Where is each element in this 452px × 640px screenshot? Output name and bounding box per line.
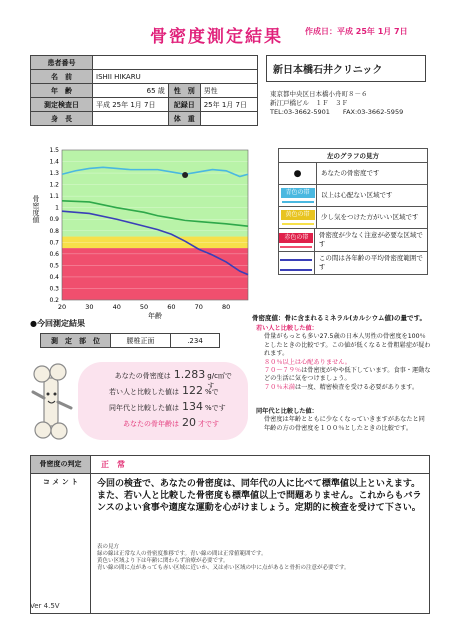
age-note-head: 同年代と比較した値： <box>256 408 318 415</box>
legend-title: 左のグラフの見方 <box>279 149 427 163</box>
name-value: ISHII HIKARU <box>93 70 258 84</box>
age-compare-label: 同年代と比較した値は <box>109 404 179 412</box>
y-tick-label: 0.7 <box>49 239 59 247</box>
legend-key <box>279 163 317 184</box>
legend-row <box>279 163 427 185</box>
x-tick-label: 70 <box>194 303 203 311</box>
x-tick-label: 80 <box>221 303 231 311</box>
bone-age-label: あなたの骨年齢は <box>123 420 179 428</box>
bmd-value: 1.283 <box>173 368 206 381</box>
legend-swatch: 赤色の帯 <box>279 233 313 243</box>
table-legend-line: 緑の線は正常な人の骨密度推移です。青い線の間は正常値範囲です。 <box>97 551 267 557</box>
test-date-value: 平成 25年 1月 7日 <box>93 98 169 112</box>
test-date-label: 測定検査日 <box>31 98 93 112</box>
chart-band <box>62 248 248 300</box>
bone-age-value: 20 <box>182 416 196 429</box>
judgement-label: 骨密度の判定 <box>31 456 91 474</box>
young-unit: %で <box>205 388 219 396</box>
height-value <box>93 112 169 126</box>
site-label: 測 定 部 位 <box>41 334 111 348</box>
bmd-chart <box>30 140 255 320</box>
patient-no-label: 患者番号 <box>31 56 93 70</box>
legend-line <box>282 201 314 203</box>
young-note <box>256 325 431 392</box>
table-legend-title: 表の見方 <box>97 544 120 550</box>
record-date-value: 25年 1月 7日 <box>200 98 257 112</box>
clinic-address-line1: 東京都中央区日本橋小舟町８－６ <box>270 90 368 98</box>
y-tick-label: 1.5 <box>49 147 59 154</box>
version-label: Ver 4.5V <box>30 602 60 610</box>
legend-line <box>280 246 312 248</box>
judgement-table <box>30 455 430 614</box>
young-note-body: 骨量がもっとも多い27.5歳の日本人男性の骨密度を100％としたときの比較です。この値が低くなると骨粗鬆症が疑われます。 <box>264 333 431 358</box>
y-tick-label: 0.6 <box>49 250 59 258</box>
x-tick-label: 30 <box>85 303 94 311</box>
young-note-70b: は骨密度がやや低下しています。食事・運動などの生活に気をつけましょう。 <box>264 367 431 383</box>
y-tick-label: 0.3 <box>49 285 59 293</box>
sex-label: 性 別 <box>168 84 200 98</box>
legend-key <box>279 252 315 274</box>
young-value: 122 <box>182 384 203 397</box>
sex-value: 男性 <box>200 84 257 98</box>
y-tick-label: 0.5 <box>49 262 59 270</box>
y-tick-label: 1.2 <box>49 181 59 189</box>
clinic-tel: TEL:03-3662-5901 FAX:03-3662-5959 <box>270 108 404 116</box>
young-note-70: ７０～７９％ <box>264 367 302 375</box>
y-tick-label: 1.4 <box>49 158 59 166</box>
x-tick-label: 40 <box>112 303 121 311</box>
age-value: 65 歳 <box>93 84 169 98</box>
legend-text: あなたの骨密度です <box>321 169 380 177</box>
legend-text: この間は各年齢の平均骨密度範囲です <box>318 254 423 271</box>
site-value: .234 <box>171 334 220 348</box>
weight-value <box>200 112 257 126</box>
y-tick-label: 0.4 <box>49 273 59 281</box>
clinic-address <box>270 90 368 108</box>
legend-key <box>279 207 317 228</box>
created-date: 作成日：平成 25年 1月 7日 <box>305 27 408 36</box>
judgement-value: 正 常 <box>91 456 430 474</box>
legend-row <box>279 207 427 229</box>
legend-key <box>279 185 317 206</box>
bmd-unit: g/c㎡です <box>207 372 232 390</box>
age-label: 年 齢 <box>31 84 93 98</box>
legend-line <box>280 259 312 261</box>
legend-swatch: 黄色の帯 <box>281 210 315 220</box>
age-compare-unit: %です <box>205 404 226 412</box>
height-label: 身 長 <box>31 112 93 126</box>
legend-row <box>279 252 427 274</box>
y-tick-label: 1.3 <box>49 170 59 178</box>
bmd-label: あなたの骨密度は <box>114 372 171 380</box>
young-note-69-line <box>256 384 431 392</box>
young-note-69: ７０％未満 <box>264 383 295 391</box>
comment-cell <box>91 474 430 614</box>
bone-mascot-icon <box>28 362 76 442</box>
y-tick-label: 1 <box>55 204 59 212</box>
current-result-heading: ●今回測定結果 <box>30 319 85 328</box>
patient-info-table <box>30 55 258 126</box>
page-title: 骨密度測定結果 <box>150 27 283 47</box>
young-note-70-line <box>256 367 431 384</box>
patient-no-value <box>93 56 258 70</box>
clinic-address-line2: 新江戸橋ビル １Ｆ ３Ｆ <box>270 99 348 107</box>
table-legend <box>91 544 429 576</box>
young-note-80: ８０％以上は心配ありません。 <box>264 358 351 366</box>
bmd-definition: 骨密度値：骨に含まれるミネラル(カルシウム値)の量です。 <box>252 314 426 322</box>
comment-label: コ メ ン ト <box>31 474 91 614</box>
clinic-name: 新日本橋石井クリニック <box>266 55 426 82</box>
legend-text: 骨密度が少なく注意が必要な区域です <box>318 231 423 248</box>
y-tick-label: 0.9 <box>49 216 59 224</box>
y-tick-label: 0.8 <box>49 227 59 235</box>
patient-marker <box>182 172 188 178</box>
legend-dot: ● <box>293 168 302 179</box>
legend-key <box>279 229 315 251</box>
legend-text: 少し気をつけた方がいい区域です <box>321 213 419 221</box>
young-label: 若い人と比較した値は <box>109 388 179 396</box>
legend-line <box>280 269 312 271</box>
y-tick-label: 0.2 <box>49 297 59 304</box>
legend-text: 以上は心配ない区域です <box>321 191 393 199</box>
legend-row <box>279 229 427 252</box>
comment-text: 今回の検査で、あなたの骨密度は、同年代の人に比べて標準値以上といえます。また、若い人と比較した骨密度も標準値以上で問題ありません。これからもバランスのよい食事や適度な運動を心がけましょう。定期的に検査を受けて下さい。 <box>97 479 422 513</box>
chart-ylabel: 骨密度値 <box>32 195 40 223</box>
bone-age-row <box>90 416 236 432</box>
age-row <box>90 400 236 416</box>
young-note-head: 若い人と比較した値： <box>256 325 318 332</box>
table-legend-line: 黄色い区域より下は年齢に関わらず治療が必要です。 <box>97 558 229 564</box>
x-tick-label: 60 <box>167 303 176 311</box>
x-tick-label: 20 <box>57 303 67 311</box>
bone-age-unit: 才です <box>198 420 219 428</box>
young-row <box>90 384 236 400</box>
legend-swatch: 青色の帯 <box>281 188 315 198</box>
age-compare-value: 134 <box>182 400 203 413</box>
record-date-label: 記録日 <box>168 98 200 112</box>
age-note <box>256 408 431 433</box>
site-name: 腰椎正面 <box>111 334 171 348</box>
name-label: 名 前 <box>31 70 93 84</box>
x-axis-label: 年齢 <box>148 312 162 320</box>
bmd-row <box>90 368 236 390</box>
age-note-body: 骨密度は年齢とともに少なくなっていきますがあなたと同年齢の方の骨密度を１００％としたときの比較です。 <box>264 416 425 432</box>
legend-row <box>279 185 427 207</box>
legend-line <box>282 223 314 225</box>
weight-label: 体 重 <box>168 112 200 126</box>
young-note-69b: は一度、精密検査を受ける必要があります。 <box>294 383 419 391</box>
site-table <box>40 333 220 348</box>
result-panel <box>78 362 248 440</box>
y-tick-label: 1.1 <box>49 193 59 201</box>
table-legend-line: 青い線の間に点があっても赤い区域に近いか、又は赤い区域の中に点があると骨折の注意が必要です。 <box>97 565 350 571</box>
chart-legend <box>278 148 428 275</box>
x-tick-label: 50 <box>139 303 149 311</box>
